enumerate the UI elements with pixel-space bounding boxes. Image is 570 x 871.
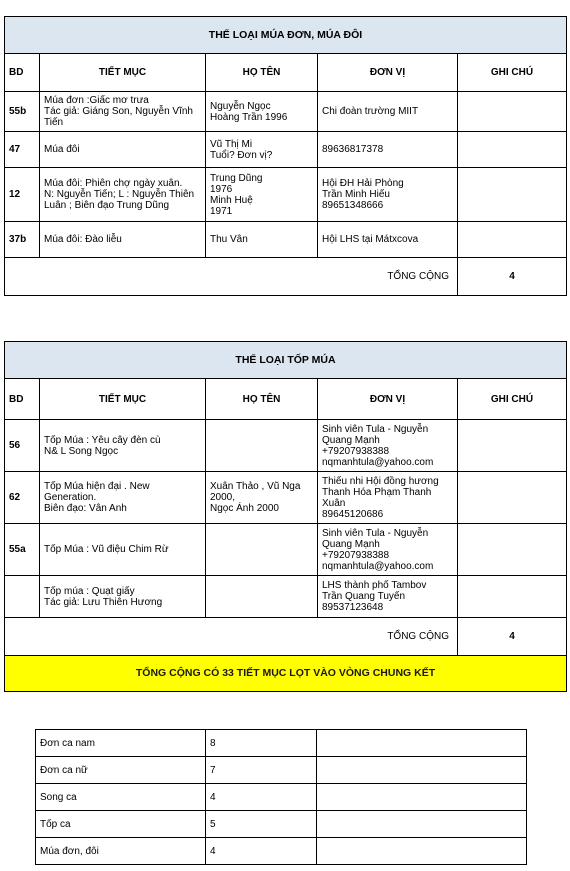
summary-empty [317, 730, 527, 757]
summary-empty [317, 811, 527, 838]
row-tiet-muc: Tốp Múa : Yêu cây đèn cù N& L Song Ngọc [40, 420, 206, 472]
header-ho-ten: HỌ TÊN [206, 379, 318, 420]
row-don-vi: Sinh viên Tula - Nguyễn Quang Mạnh +79207938388 nqmanhtula@yahoo.com [318, 524, 458, 576]
summary-value: 5 [206, 811, 317, 838]
row-don-vi: Hội LHS tại Mátxcova [318, 222, 458, 258]
summary-value: 4 [206, 838, 317, 865]
row-ho-ten [206, 420, 318, 472]
header-don-vi: ĐƠN VỊ [318, 54, 458, 92]
row-don-vi: Chi đoàn trường MIIT [318, 92, 458, 132]
row-bd: 37b [5, 222, 40, 258]
header-tiet-muc: TIẾT MỤC [40, 54, 206, 92]
summary-label: Đơn ca nữ [36, 757, 206, 784]
summary-empty [317, 757, 527, 784]
summary-empty [317, 838, 527, 865]
summary-label: Tốp ca [36, 811, 206, 838]
table-mua-don-mua-doi [4, 16, 567, 296]
row-don-vi: Sinh viên Tula - Nguyễn Quang Mạnh +79207938388 nqmanhtula@yahoo.com [318, 420, 458, 472]
row-tiet-muc: Tốp múa : Quạt giấy Tác giả: Lưu Thiên Hương [40, 576, 206, 618]
header-ghi-chu: GHI CHÚ [458, 379, 567, 420]
row-ho-ten: Nguyễn Ngọc Hoàng Trần 1996 [206, 92, 318, 132]
summary-table [35, 729, 527, 865]
row-ghi-chu [458, 222, 567, 258]
row-bd: 62 [5, 472, 40, 524]
row-tiet-muc: Múa đôi: Đào liễu [40, 222, 206, 258]
row-ho-ten: Xuân Thảo , Vũ Nga 2000, Ngọc Ánh 2000 [206, 472, 318, 524]
row-tiet-muc: Múa đơn :Giấc mơ trưa Tác giả: Giáng Son, Nguyễn Vĩnh Tiến [40, 92, 206, 132]
row-tiet-muc: Tốp Múa : Vũ điệu Chim Rừ [40, 524, 206, 576]
row-ho-ten [206, 576, 318, 618]
row-tiet-muc: Tốp Múa hiện đại . New Generation. Biên đạo: Vân Anh [40, 472, 206, 524]
row-tiet-muc: Múa đôi [40, 132, 206, 168]
row-bd: 47 [5, 132, 40, 168]
table-row [5, 92, 567, 132]
grand-total-banner: TỔNG CỘNG CÓ 33 TIẾT MỤC LỌT VÀO VÒNG CHUNG KẾT [5, 656, 567, 692]
table-top-mua [4, 341, 567, 692]
table-row [5, 132, 567, 168]
summary-value: 8 [206, 730, 317, 757]
summary-row [36, 838, 527, 865]
summary-empty [317, 784, 527, 811]
summary-row [36, 784, 527, 811]
summary-row [36, 757, 527, 784]
row-don-vi: LHS thành phố Tambov Trần Quang Tuyến 89537123648 [318, 576, 458, 618]
row-ghi-chu [458, 576, 567, 618]
summary-label: Múa đơn, đôi [36, 838, 206, 865]
row-bd: 56 [5, 420, 40, 472]
table-row [5, 524, 567, 576]
summary-label: Song ca [36, 784, 206, 811]
summary-label: Đơn ca nam [36, 730, 206, 757]
row-ho-ten: Trung Dũng 1976 Minh Huệ 1971 [206, 168, 318, 222]
total-label: TỔNG CỘNG [5, 258, 458, 296]
row-don-vi: Thiếu nhi Hội đồng hương Thanh Hóa Phạm Thanh Xuân 89645120686 [318, 472, 458, 524]
summary-value: 4 [206, 784, 317, 811]
row-don-vi: Hội ĐH Hải Phòng Trần Minh Hiếu 89651348666 [318, 168, 458, 222]
row-tiet-muc: Múa đôi: Phiên chợ ngày xuân. N: Nguyễn Tiến; L : Nguyễn Thiên Luân ; Biên đạo Trung Dũng [40, 168, 206, 222]
header-ho-ten: HỌ TÊN [206, 54, 318, 92]
row-ghi-chu [458, 168, 567, 222]
row-ho-ten [206, 524, 318, 576]
header-bd: BD [5, 54, 40, 92]
table-row [5, 420, 567, 472]
table-row [5, 222, 567, 258]
total-value: 4 [458, 618, 567, 656]
summary-row [36, 730, 527, 757]
total-value: 4 [458, 258, 567, 296]
header-ghi-chu: GHI CHÚ [458, 54, 567, 92]
section-title: THỂ LOẠI TỐP MÚA [5, 342, 567, 379]
row-ho-ten: Thu Vân [206, 222, 318, 258]
row-bd: 55b [5, 92, 40, 132]
row-ghi-chu [458, 472, 567, 524]
table-row [5, 168, 567, 222]
summary-value: 7 [206, 757, 317, 784]
row-ghi-chu [458, 92, 567, 132]
row-ho-ten: Vũ Thị Mi Tuổi? Đơn vị? [206, 132, 318, 168]
row-ghi-chu [458, 420, 567, 472]
row-don-vi: 89636817378 [318, 132, 458, 168]
header-tiet-muc: TIẾT MỤC [40, 379, 206, 420]
row-bd: 12 [5, 168, 40, 222]
table-row [5, 472, 567, 524]
row-ghi-chu [458, 524, 567, 576]
header-don-vi: ĐƠN VỊ [318, 379, 458, 420]
header-bd: BD [5, 379, 40, 420]
table-row [5, 576, 567, 618]
row-bd [5, 576, 40, 618]
row-ghi-chu [458, 132, 567, 168]
summary-row [36, 811, 527, 838]
total-label: TỔNG CỘNG [5, 618, 458, 656]
section-title: THỂ LOẠI MÚA ĐƠN, MÚA ĐÔI [5, 17, 567, 54]
row-bd: 55a [5, 524, 40, 576]
